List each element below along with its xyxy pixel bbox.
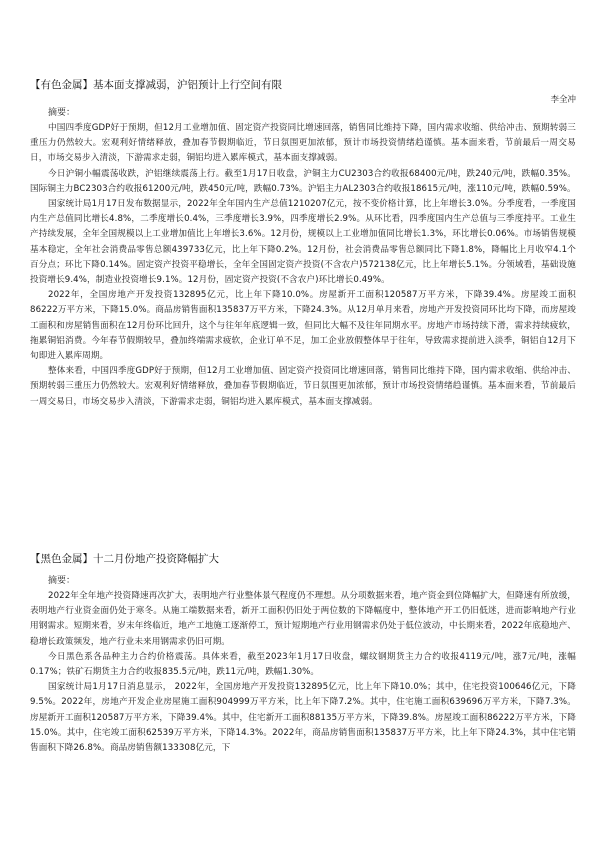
body-paragraph: 整体来看，中国四季度GDP好于预期，但12月工业增加值、固定资产投资同比增速回落，销售同比维持下降，国内需求收缩、供给冲击、预期转弱三重压力仍然较大。宏观利好情绪释放，叠加春节假期临近，节日氛围更加浓郁，预计市场投资情绪趋谨慎。基本面来看，节前最后一周交易日，市场交易步入清淡，下游需求走弱，铜铝均进入累库模式，基本面支撑减弱。 <box>30 366 576 407</box>
summary-label: 摘要： <box>48 108 76 118</box>
section-ferrous-metals <box>30 552 576 756</box>
summary-label: 摘要： <box>48 576 76 586</box>
summary-paragraph: 2022年全年地产投资降速再次扩大，表明地产行业整体景气程度仍不理想。从分项数据来看，地产资金到位降幅扩大，但降速有所放缓，表明地产行业资金面仍处于寒冬。从施工端数据来看，新开工面积仍旧处于两位数的下降幅度中，整体地产开工仍旧低迷，进而影响地产行业用钢需求。短期来看，岁末年终临近，地产工地施工逐渐停工，预计短期地产行业用钢需求仍处于低位波动，中长期来看，2022年底稳地产、稳增长政策频发，地产行业未来用钢需求仍旧可期。 <box>30 591 576 647</box>
section-title: 【有色金属】基本面支撑减弱，沪铝预计上行空间有限 <box>30 79 282 91</box>
body-paragraph: 今日黑色系各品种主力合约价格震荡。具体来看，截至2023年1月17日收盘，螺纹钢期货主力合约收报4119元/吨，涨7元/吨，涨幅0.17%；铁矿石期货主力合约收报835.5元/吨，跌11元/吨，跌幅1.30%。 <box>30 651 576 678</box>
body-paragraph: 今日沪铜小幅震荡收跌，沪铝继续震荡上行。截至1月17日收盘，沪铜主力CU2303合约收报68400元/吨，跌240元/吨，跌幅0.35%。国际铜主力BC2303合约收报61200元/吨，跌450元/吨，跌幅0.73%。沪铝主力AL2303合约收报18615元/吨，涨110元/吨，跌幅0.59%。 <box>30 168 576 194</box>
body-paragraph: 国家统计局1月17日发布数据显示，2022年全年国内生产总值1210207亿元，按不变价格计算，比上年增长3.0%。分季度看，一季度国内生产总值同比增长4.8%，二季度增长0.4%，三季度增长3.9%，四季度增长2.9%。从环比看，四季度国内生产总值与三季度持平。工业生产持续发展，全年全国规模以上工业增加值比上年增长3.6%。12月份，规模以上工业增加值同比增长1.3%，环比增长0.06%。市场销售规模基本稳定，全年社会消费品零售总额439733亿元，比上年下降0.2%。12月份，社会消费品零售总额同比下降1.8%，降幅比上月收窄4.1个百分点；环比下降0.14%。固定资产投资平稳增长，全年全国固定资产投资(不含农户)572138亿元，比上年增长5.1%。分领域看，基础设施投资增长9.4%，制造业投资增长9.1%。12月份，固定资产投资(不含农户)环比增长0.49%。 <box>30 199 576 286</box>
summary-paragraph: 中国四季度GDP好于预期，但12月工业增加值、固定资产投资同比增速回落，销售同比维持下降，国内需求收缩、供给冲击、预期转弱三重压力仍然较大。宏观利好情绪释放，叠加春节假期临近，节日氛围更加浓郁，预计市场投资情绪趋谨慎。基本面来看，节前最后一周交易日，市场交易步入清淡，下游需求走弱，铜铝均进入累库模式，基本面支撑减弱。 <box>30 123 576 164</box>
body-paragraph: 国家统计局1月17日消息显示， 2022年，全国房地产开发投资132895亿元，比上年下降10.0%；其中，住宅投资100646亿元，下降9.5%。2022年，房地产开发企业房屋施工面积904999万平方米，比上年下降7.2%。其中，住宅施工面积639696万平方米，下降7.3%。房屋新开工面积120587万平方米，下降39.4%。其中，住宅新开工面积88135万平方米，下降39.8%。房屋竣工面积86222万平方米，下降15.0%。其中，住宅竣工面积62539万平方米，下降14.3%。2022年，商品房销售面积135837万平方米，比上年下降24.3%，其中住宅销售面积下降26.8%。商品房销售额133308亿元，下 <box>30 682 576 754</box>
section-title: 【黑色金属】十二月份地产投资降幅扩大 <box>30 553 219 565</box>
body-paragraph: 2022年，全国房地产开发投资132895亿元，比上年下降10.0%。房屋新开工面积120587万平方米，下降39.4%。房屋竣工面积86222万平方米，下降15.0%。商品房销售面积135837万平方米，下降24.3%。从12月单月来看，房地产开发投资同环比均下降，而房屋竣工面积和房屋销售面积在12月份环比回升，这个与往年年底逻辑一致，但同比大幅不及往年同期水平。房地产市场持续下滑，需求持续疲软，拖累铜铝消费。今年春节假期较早，叠加终端需求疲软，企业订单不足，加工企业放假整体早于往年，导致需求提前进入淡季，铜铝自12月下旬即进入累库周期。 <box>30 290 576 362</box>
section-nonferrous-metals <box>30 78 576 410</box>
author-name: 李全冲 <box>550 95 576 105</box>
